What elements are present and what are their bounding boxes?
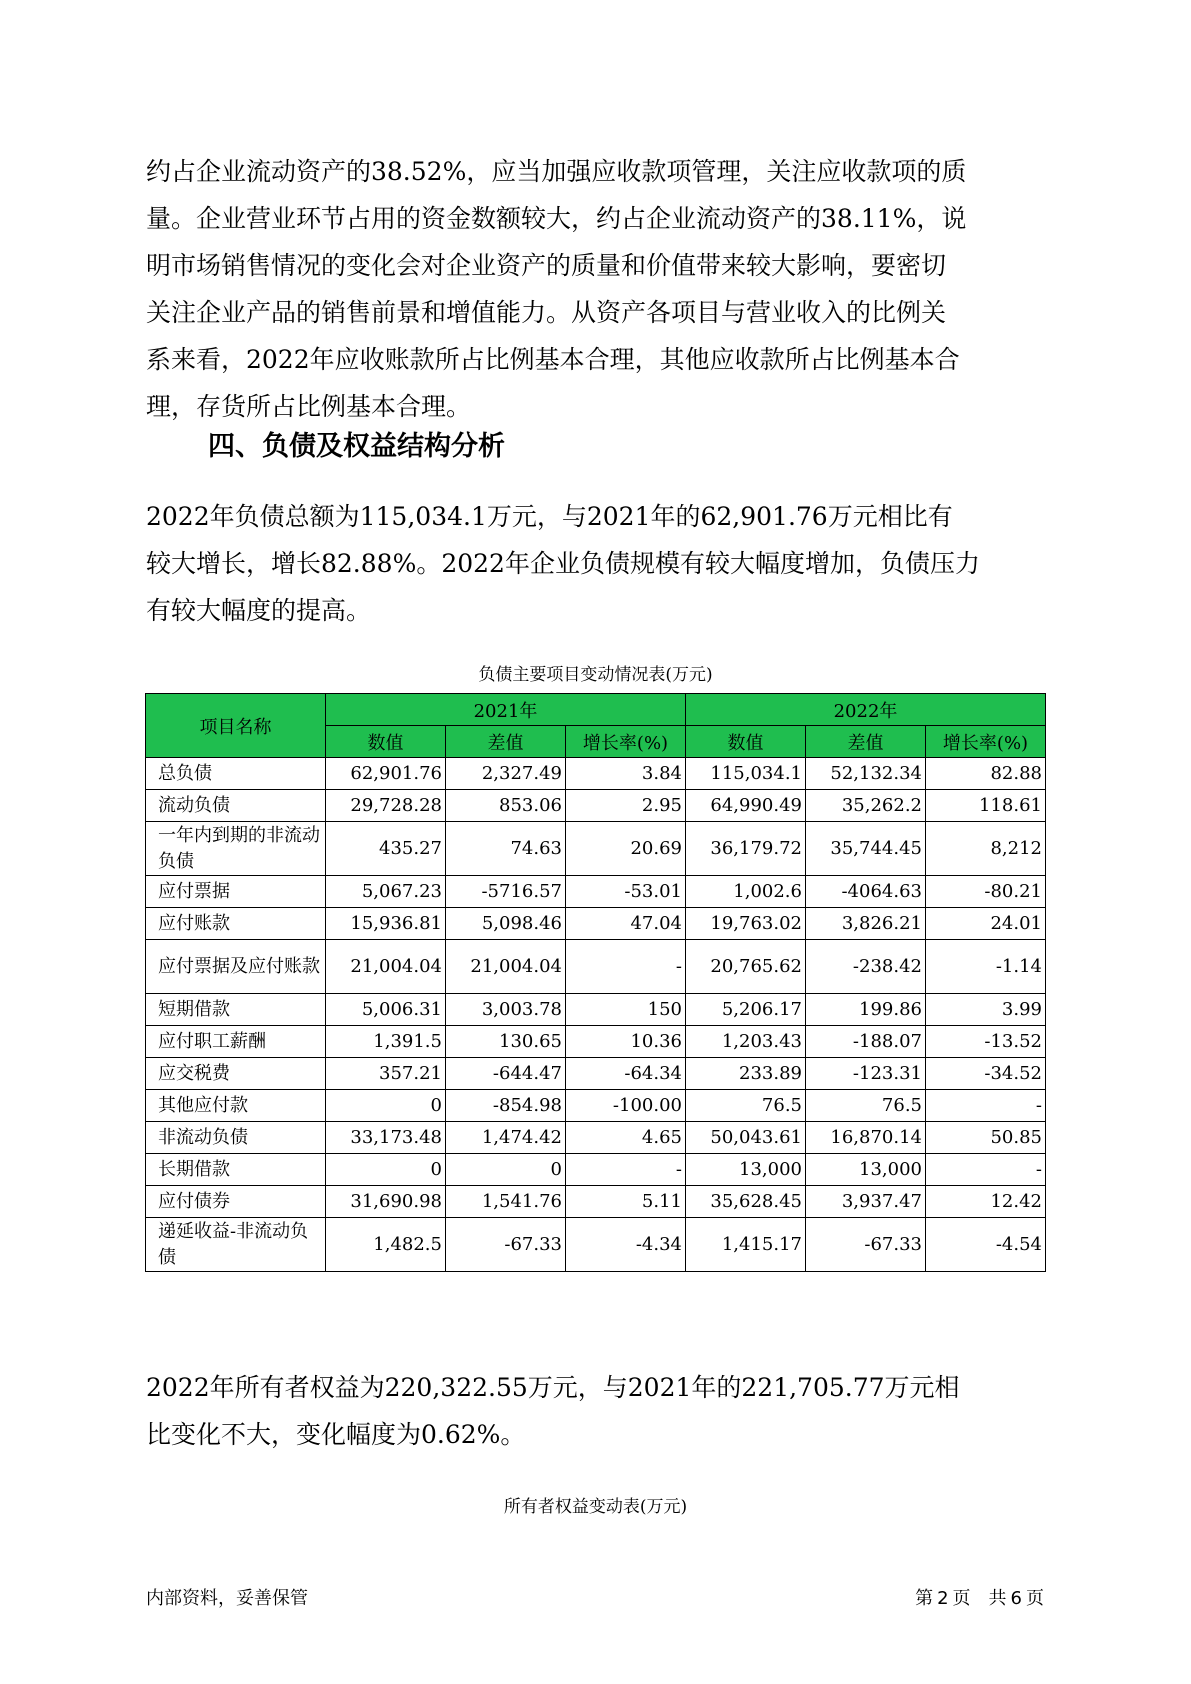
cell-growth-2022: -80.21 <box>926 876 1046 908</box>
page-mid: 页 共 <box>952 1588 1007 1609</box>
paragraph-line: 约占企业流动资产的38.52%，应当加强应收款项管理，关注应收款项的质 <box>146 157 967 186</box>
cell-value-2021: 0 <box>326 1154 446 1186</box>
page-current: 2 <box>937 1588 949 1609</box>
cell-diff-2021: 2,327.49 <box>446 758 566 790</box>
cell-growth-2022: -13.52 <box>926 1026 1046 1058</box>
cell-value-2021: 15,936.81 <box>326 908 446 940</box>
paragraph-equity-summary <box>146 1364 1044 1458</box>
page-suffix: 页 <box>1026 1588 1044 1609</box>
table-caption-liabilities: 负债主要项目变动情况表(万元) <box>478 665 713 685</box>
footer-confidential-note: 内部资料，妥善保管 <box>146 1588 308 1609</box>
cell-value-2022: 36,179.72 <box>686 822 806 876</box>
page-prefix: 第 <box>915 1588 934 1609</box>
row-item-name: 流动负债 <box>146 790 326 822</box>
cell-value-2021: 1,391.5 <box>326 1026 446 1058</box>
cell-growth-2021: - <box>566 940 686 994</box>
row-item-name: 递延收益-非流动负债 <box>146 1218 326 1272</box>
paragraph-line: 比变化不大，变化幅度为0.62%。 <box>146 1420 526 1449</box>
row-item-name: 应付票据 <box>146 876 326 908</box>
header-diff-2022: 差值 <box>806 726 926 758</box>
paragraph-line: 量。企业营业环节占用的资金数额较大，约占企业流动资产的38.11%，说 <box>146 204 967 233</box>
row-item-name: 其他应付款 <box>146 1090 326 1122</box>
cell-value-2021: 21,004.04 <box>326 940 446 994</box>
cell-diff-2022: 76.5 <box>806 1090 926 1122</box>
cell-growth-2022: 50.85 <box>926 1122 1046 1154</box>
row-item-name: 非流动负债 <box>146 1122 326 1154</box>
cell-growth-2022: - <box>926 1090 1046 1122</box>
cell-growth-2022: 12.42 <box>926 1186 1046 1218</box>
cell-diff-2022: 3,826.21 <box>806 908 926 940</box>
table-caption-equity: 所有者权益变动表(万元) <box>503 1497 688 1517</box>
cell-growth-2022: -1.14 <box>926 940 1046 994</box>
cell-growth-2021: 20.69 <box>566 822 686 876</box>
header-diff-2021: 差值 <box>446 726 566 758</box>
cell-value-2022: 20,765.62 <box>686 940 806 994</box>
paragraph-line: 2022年负债总额为115,034.1万元，与2021年的62,901.76万元相比有 <box>146 502 953 531</box>
cell-growth-2021: 5.11 <box>566 1186 686 1218</box>
table-row <box>146 822 1046 876</box>
cell-diff-2022: -238.42 <box>806 940 926 994</box>
cell-growth-2021: 47.04 <box>566 908 686 940</box>
cell-growth-2022: 24.01 <box>926 908 1046 940</box>
paragraph-line: 关注企业产品的销售前景和增值能力。从资产各项目与营业收入的比例关 <box>146 298 947 327</box>
cell-growth-2021: -4.34 <box>566 1218 686 1272</box>
table-row <box>146 908 1046 940</box>
paragraph-line: 有较大幅度的提高。 <box>146 596 372 625</box>
cell-diff-2022: -4064.63 <box>806 876 926 908</box>
cell-diff-2021: 0 <box>446 1154 566 1186</box>
header-growth-2022: 增长率(%) <box>926 726 1046 758</box>
cell-growth-2021: 2.95 <box>566 790 686 822</box>
cell-value-2022: 233.89 <box>686 1058 806 1090</box>
cell-growth-2021: 4.65 <box>566 1122 686 1154</box>
table-row <box>146 994 1046 1026</box>
cell-diff-2021: 130.65 <box>446 1026 566 1058</box>
table-row <box>146 1218 1046 1272</box>
table-row <box>146 1090 1046 1122</box>
table-row <box>146 876 1046 908</box>
table-row <box>146 1186 1046 1218</box>
cell-growth-2021: -53.01 <box>566 876 686 908</box>
table-row <box>146 790 1046 822</box>
cell-diff-2021: 853.06 <box>446 790 566 822</box>
row-item-name: 总负债 <box>146 758 326 790</box>
row-item-name: 应付账款 <box>146 908 326 940</box>
cell-value-2021: 435.27 <box>326 822 446 876</box>
paragraph-line: 明市场销售情况的变化会对企业资产的质量和价值带来较大影响，要密切 <box>146 251 947 280</box>
cell-diff-2022: 13,000 <box>806 1154 926 1186</box>
cell-growth-2021: -100.00 <box>566 1090 686 1122</box>
cell-value-2022: 50,043.61 <box>686 1122 806 1154</box>
cell-value-2021: 33,173.48 <box>326 1122 446 1154</box>
cell-diff-2021: 5,098.46 <box>446 908 566 940</box>
cell-growth-2022: 3.99 <box>926 994 1046 1026</box>
header-growth-2021: 增长率(%) <box>566 726 686 758</box>
cell-diff-2021: -67.33 <box>446 1218 566 1272</box>
footer-page-number <box>913 1584 1046 1610</box>
header-item-name: 项目名称 <box>146 694 326 758</box>
cell-diff-2021: 21,004.04 <box>446 940 566 994</box>
cell-value-2022: 76.5 <box>686 1090 806 1122</box>
cell-value-2022: 13,000 <box>686 1154 806 1186</box>
cell-diff-2021: -854.98 <box>446 1090 566 1122</box>
paragraph-line: 系来看，2022年应收账款所占比例基本合理，其他应收款所占比例基本合 <box>146 345 960 374</box>
cell-value-2021: 29,728.28 <box>326 790 446 822</box>
paragraph-line: 较大增长，增长82.88%。2022年企业负债规模有较大幅度增加，负债压力 <box>146 549 980 578</box>
paragraph-line: 理，存货所占比例基本合理。 <box>146 392 472 421</box>
row-item-name: 应付职工薪酬 <box>146 1026 326 1058</box>
cell-diff-2021: 74.63 <box>446 822 566 876</box>
cell-value-2022: 19,763.02 <box>686 908 806 940</box>
cell-value-2022: 1,203.43 <box>686 1026 806 1058</box>
liabilities-table <box>145 693 1046 1272</box>
cell-diff-2021: -644.47 <box>446 1058 566 1090</box>
cell-diff-2022: 16,870.14 <box>806 1122 926 1154</box>
cell-growth-2021: 150 <box>566 994 686 1026</box>
paragraph-liability-summary <box>146 493 1044 634</box>
row-item-name: 应交税费 <box>146 1058 326 1090</box>
cell-diff-2021: -5716.57 <box>446 876 566 908</box>
cell-value-2021: 5,006.31 <box>326 994 446 1026</box>
cell-diff-2022: 3,937.47 <box>806 1186 926 1218</box>
row-item-name: 应付票据及应付账款 <box>146 940 326 994</box>
cell-diff-2022: -188.07 <box>806 1026 926 1058</box>
table-row <box>146 1122 1046 1154</box>
cell-growth-2021: - <box>566 1154 686 1186</box>
cell-growth-2021: -64.34 <box>566 1058 686 1090</box>
cell-value-2021: 5,067.23 <box>326 876 446 908</box>
paragraph-line: 2022年所有者权益为220,322.55万元，与2021年的221,705.77万元相 <box>146 1373 960 1402</box>
section-heading: 四、负债及权益结构分析 <box>208 431 505 462</box>
paragraph-asset-analysis <box>146 148 1044 430</box>
cell-growth-2022: 118.61 <box>926 790 1046 822</box>
cell-diff-2021: 1,541.76 <box>446 1186 566 1218</box>
row-item-name: 长期借款 <box>146 1154 326 1186</box>
cell-diff-2022: -67.33 <box>806 1218 926 1272</box>
cell-growth-2022: -34.52 <box>926 1058 1046 1090</box>
table-row <box>146 1058 1046 1090</box>
cell-value-2021: 1,482.5 <box>326 1218 446 1272</box>
cell-growth-2021: 10.36 <box>566 1026 686 1058</box>
cell-diff-2022: 52,132.34 <box>806 758 926 790</box>
cell-diff-2022: -123.31 <box>806 1058 926 1090</box>
cell-value-2021: 62,901.76 <box>326 758 446 790</box>
cell-value-2022: 64,990.49 <box>686 790 806 822</box>
row-item-name: 一年内到期的非流动负债 <box>146 822 326 876</box>
header-year-2021: 2021年 <box>326 694 686 726</box>
cell-growth-2022: - <box>926 1154 1046 1186</box>
table-row <box>146 758 1046 790</box>
cell-value-2021: 31,690.98 <box>326 1186 446 1218</box>
cell-value-2021: 357.21 <box>326 1058 446 1090</box>
header-value-2021: 数值 <box>326 726 446 758</box>
cell-value-2022: 5,206.17 <box>686 994 806 1026</box>
table-row <box>146 1154 1046 1186</box>
cell-value-2022: 1,415.17 <box>686 1218 806 1272</box>
cell-diff-2022: 199.86 <box>806 994 926 1026</box>
cell-value-2021: 0 <box>326 1090 446 1122</box>
table-row <box>146 1026 1046 1058</box>
cell-growth-2022: -4.54 <box>926 1218 1046 1272</box>
row-item-name: 应付债券 <box>146 1186 326 1218</box>
header-value-2022: 数值 <box>686 726 806 758</box>
liabilities-table-body <box>146 758 1046 1272</box>
cell-diff-2021: 3,003.78 <box>446 994 566 1026</box>
cell-diff-2022: 35,744.45 <box>806 822 926 876</box>
cell-growth-2022: 8,212 <box>926 822 1046 876</box>
cell-growth-2021: 3.84 <box>566 758 686 790</box>
page-total: 6 <box>1010 1588 1022 1609</box>
cell-diff-2021: 1,474.42 <box>446 1122 566 1154</box>
row-item-name: 短期借款 <box>146 994 326 1026</box>
cell-growth-2022: 82.88 <box>926 758 1046 790</box>
cell-diff-2022: 35,262.2 <box>806 790 926 822</box>
cell-value-2022: 115,034.1 <box>686 758 806 790</box>
table-row <box>146 940 1046 994</box>
cell-value-2022: 1,002.6 <box>686 876 806 908</box>
header-year-2022: 2022年 <box>686 694 1046 726</box>
cell-value-2022: 35,628.45 <box>686 1186 806 1218</box>
